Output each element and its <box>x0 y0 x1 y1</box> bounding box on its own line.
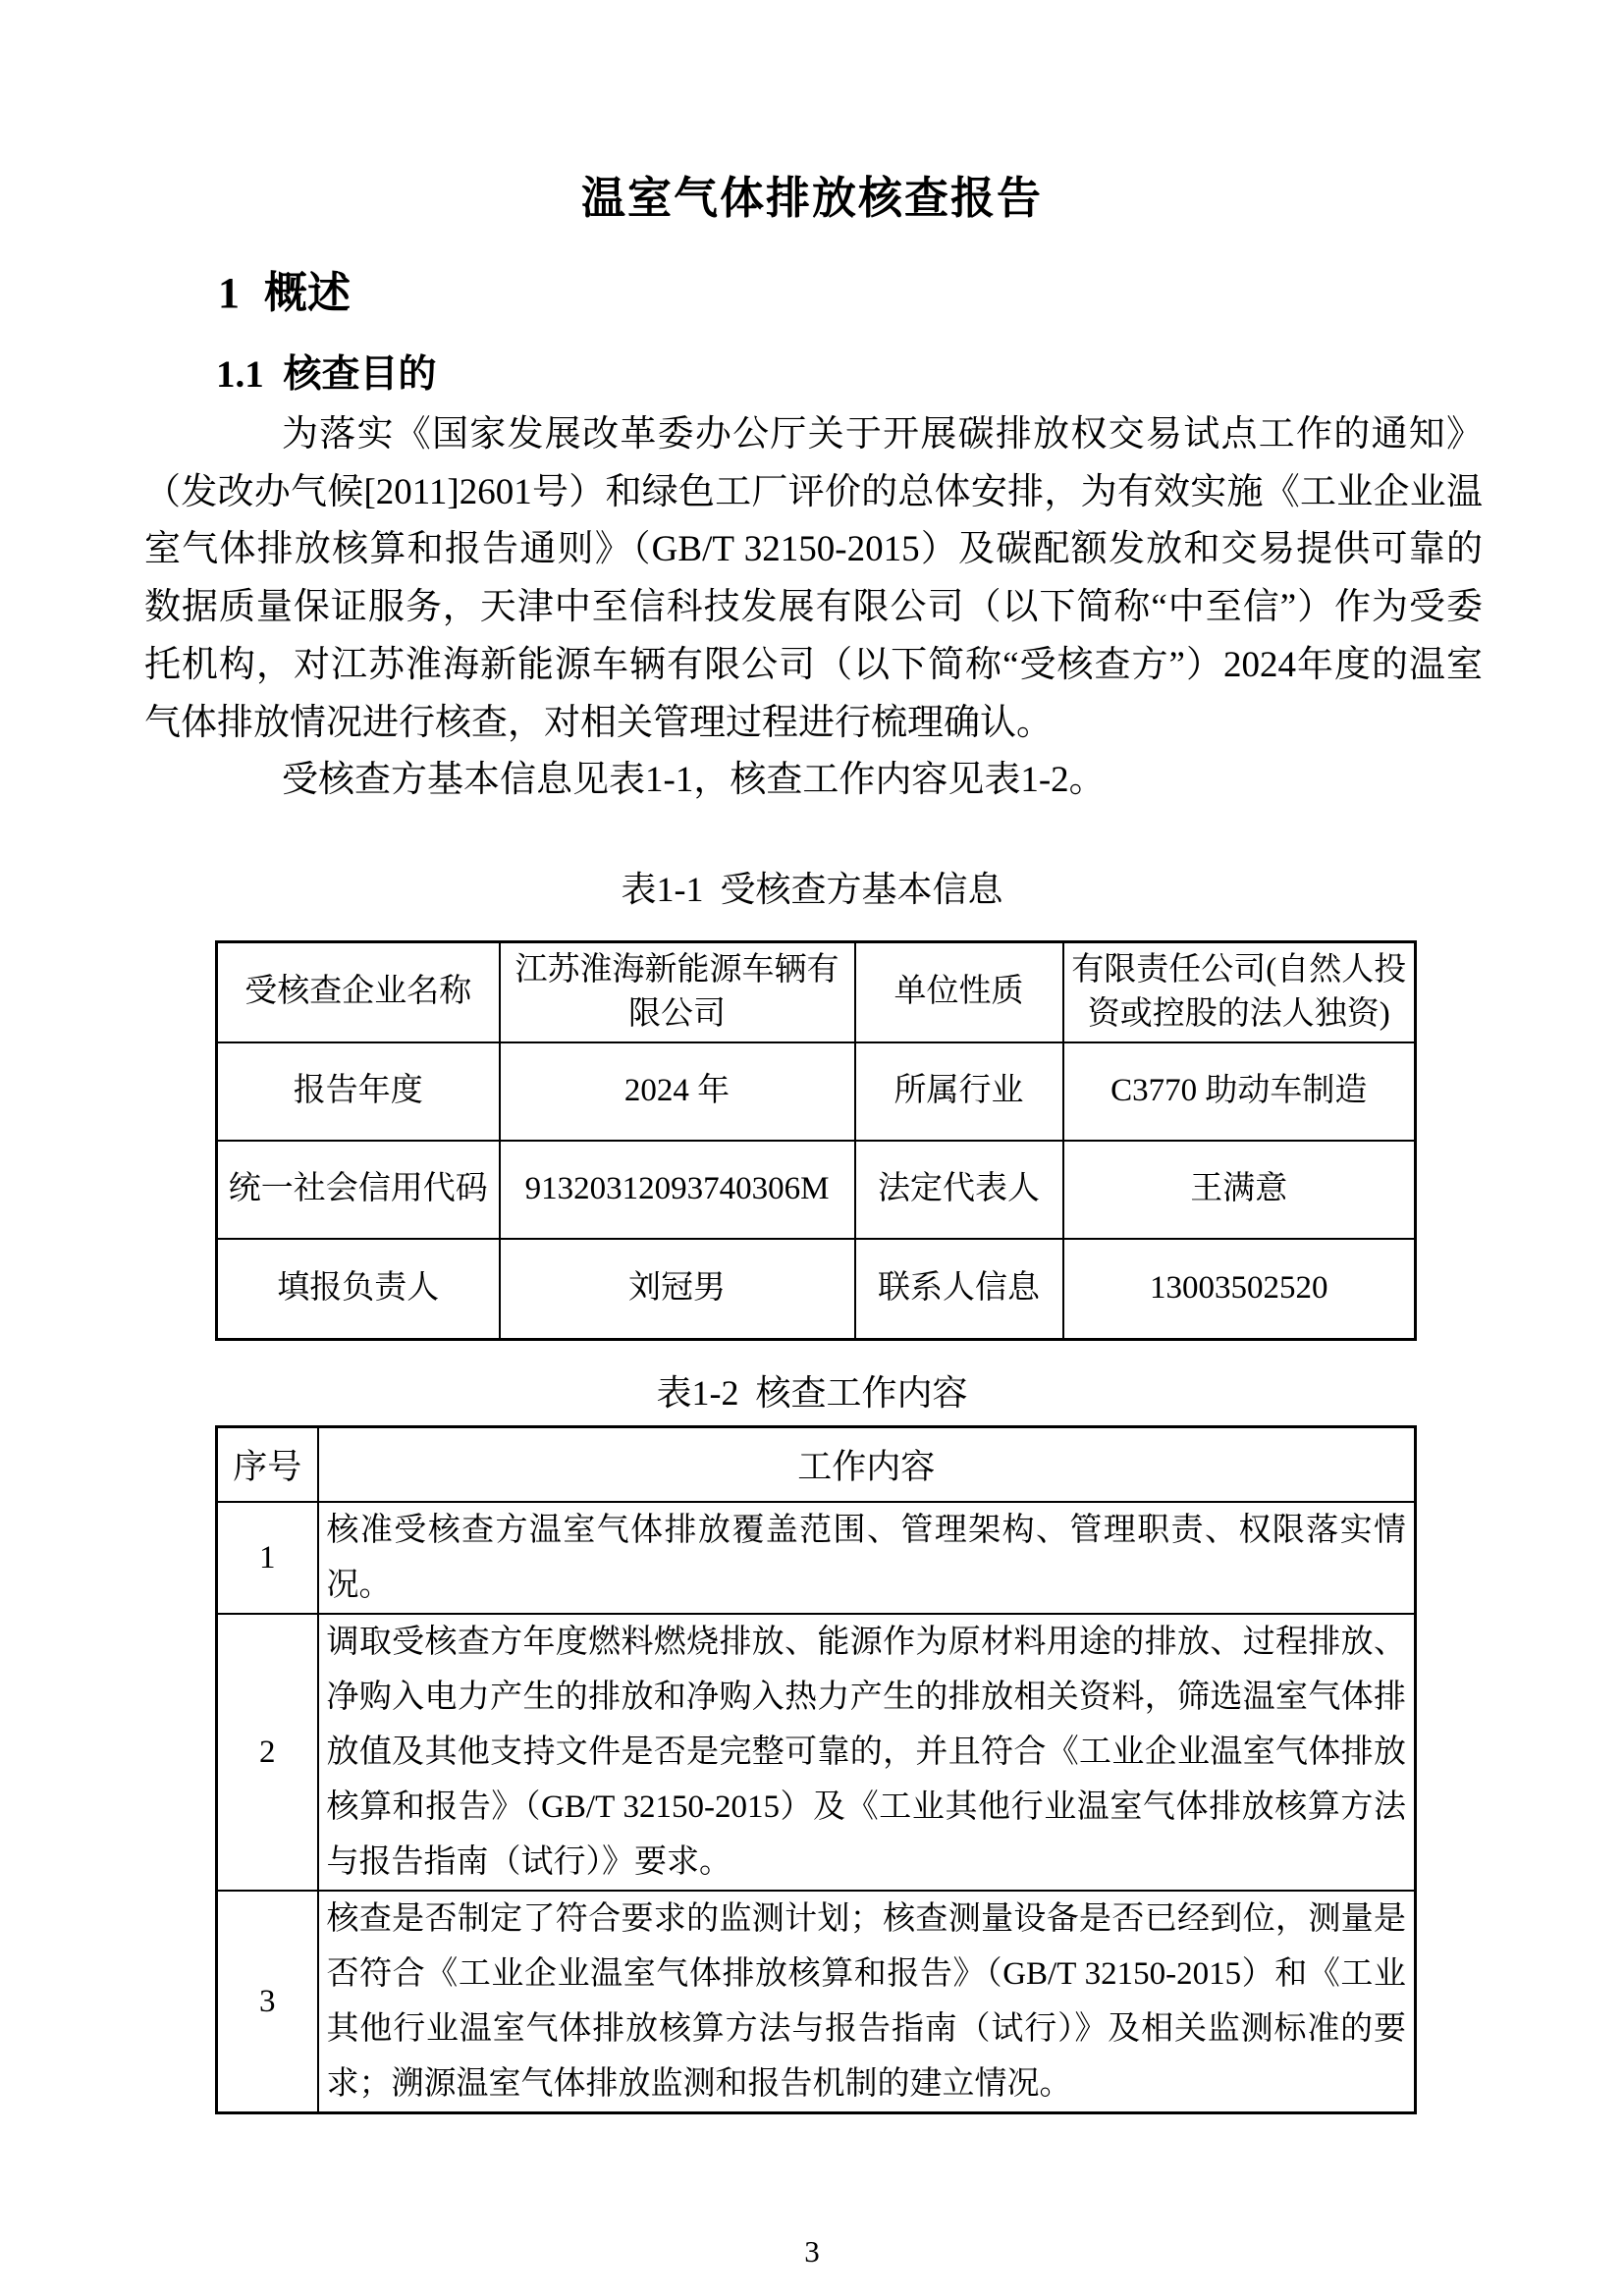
legal-rep-value: 王满意 <box>1063 1141 1416 1239</box>
report-year-value: 2024 年 <box>500 1042 855 1141</box>
table-row <box>217 1141 1416 1239</box>
work-content-item: 核准受核查方温室气体排放覆盖范围、管理架构、管理职责、权限落实情况。 <box>318 1502 1416 1614</box>
row-number: 3 <box>217 1891 318 2113</box>
table-header-row <box>217 1427 1416 1502</box>
industry-label: 所属行业 <box>855 1042 1063 1141</box>
company-name-value: 江苏淮海新能源车辆有限公司 <box>500 942 855 1042</box>
industry-value: C3770 助动车制造 <box>1063 1042 1416 1141</box>
body-paragraph-1: 为落实《国家发展改革委办公厅关于开展碳排放权交易试点工作的通知》（发改办气候[2011]2601号）和绿色工厂评价的总体安排，为有效实施《工业企业温室气体排放核算和报告通则》（GB/T 32150-2015）及碳配额发放和交易提供可靠的数据质量保证服务，天津中至信科技发展有限公司（以下简称“中至信”）作为受委托机构，对江苏淮海新能源车辆有限公司（以下简称“受核查方”）2024年度的温室气体排放情况进行核查，对相关管理过程进行梳理确认。 <box>144 414 1483 743</box>
credit-code-value: 91320312093740306M <box>500 1141 855 1239</box>
work-content-item: 核查是否制定了符合要求的监测计划；核查测量设备是否已经到位，测量是否符合《工业企业温室气体排放核算和报告》（GB/T 32150-2015）和《工业其他行业温室气体排放核算方法与报告指南（试行）》及相关监测标准的要求；溯源温室气体排放监测和报告机制的建立情况。 <box>318 1891 1416 2113</box>
unit-type-label: 单位性质 <box>855 942 1063 1042</box>
section-heading-1: 1 概述 <box>218 269 351 317</box>
table-row <box>217 1614 1416 1891</box>
table-row <box>217 1502 1416 1614</box>
table-row <box>217 1239 1416 1340</box>
row-number: 1 <box>217 1502 318 1614</box>
table-row <box>217 1891 1416 2113</box>
credit-code-label: 统一社会信用代码 <box>217 1141 500 1239</box>
page-number: 3 <box>804 2234 820 2269</box>
section-heading-1-1: 1.1 核查目的 <box>216 353 437 396</box>
work-content-header: 工作内容 <box>318 1427 1416 1502</box>
unit-type-value: 有限责任公司(自然人投资或控股的法人独资) <box>1063 942 1416 1042</box>
table1-caption: 表1-1 受核查方基本信息 <box>621 870 1003 909</box>
work-content-table <box>215 1425 1417 2114</box>
work-content-item: 调取受核查方年度燃料燃烧排放、能源作为原材料用途的排放、过程排放、净购入电力产生的排放和净购入热力产生的排放相关资料，筛选温室气体排放值及其他支持文件是否是完整可靠的，并且符合《工业企业温室气体排放核算和报告》（GB/T 32150-2015）及《工业其他行业温室气体排放核算方法与报告指南（试行）》要求。 <box>318 1614 1416 1891</box>
table2-caption: 表1-2 核查工作内容 <box>656 1373 968 1413</box>
contact-label: 联系人信息 <box>855 1239 1063 1340</box>
body-paragraph-2: 受核查方基本信息见表1-1，核查工作内容见表1-2。 <box>282 760 1106 800</box>
table-row <box>217 942 1416 1042</box>
table-row <box>217 1042 1416 1141</box>
company-name-label: 受核查企业名称 <box>217 942 500 1042</box>
filler-label: 填报负责人 <box>217 1239 500 1340</box>
filler-value: 刘冠男 <box>500 1239 855 1340</box>
basic-info-table <box>215 940 1417 1341</box>
legal-rep-label: 法定代表人 <box>855 1141 1063 1239</box>
seq-header: 序号 <box>217 1427 318 1502</box>
contact-value: 13003502520 <box>1063 1239 1416 1340</box>
row-number: 2 <box>217 1614 318 1891</box>
document-title: 温室气体排放核查报告 <box>580 174 1043 223</box>
report-year-label: 报告年度 <box>217 1042 500 1141</box>
